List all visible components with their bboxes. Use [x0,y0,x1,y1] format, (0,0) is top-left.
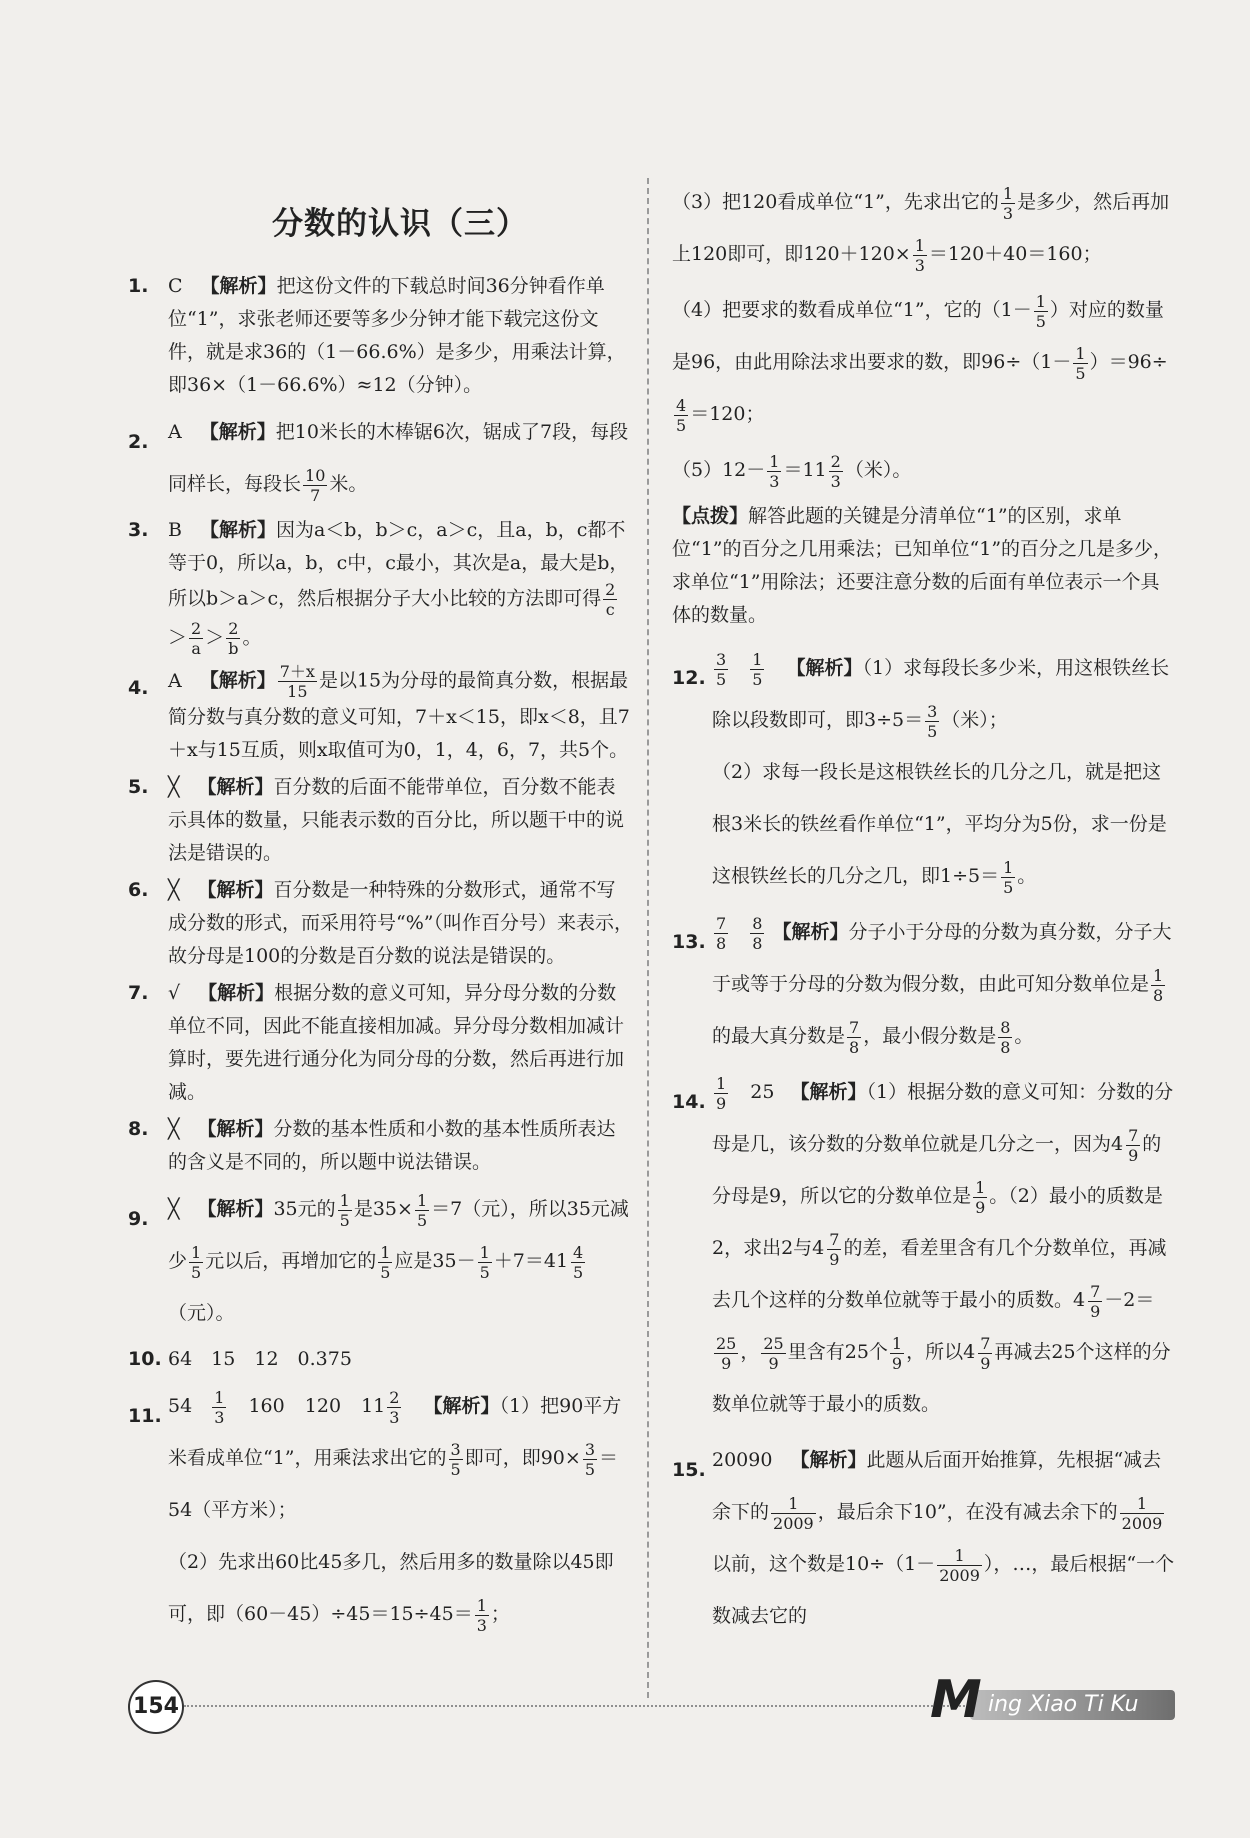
analysis-tag: 【解析】 [199,421,276,443]
item-number: 6. [128,879,149,901]
item-number: 12. [672,667,706,689]
item-number: 8. [128,1118,149,1140]
item-number: 1. [128,275,149,297]
fraction: $\frac{3}{5}$ [716,649,727,689]
analysis-text: ＝54（平方米）； [168,1447,619,1521]
analysis-text: 分子小于分母的分数为真分数，分子大于或等于分母的分数为假分数，由此可知分数单位是 [712,921,1172,995]
item-number: 13. [672,931,706,953]
fraction: $\frac{1}{5}$ [339,1190,350,1230]
analysis-text: 因为a＜b，b＞c，a＞c，且a，b，c都不等于0，所以a，b，c中，c最小，其次是a，最大是b，所以b＞a＞c，然后根据分子大小比较的方法即可得 [168,519,629,610]
fraction: $\frac{2}{a}$ [191,619,202,658]
fraction: $\frac{1}{3}$ [769,451,780,491]
fraction: $\frac{1}{5}$ [1075,343,1086,383]
fraction: $\frac{7}{8}$ [716,913,727,953]
answer-item-8 [128,1113,633,1179]
right-column [672,176,1177,1646]
fraction: $\frac{1}{3}$ [914,235,925,275]
item-number: 14. [672,1091,706,1113]
gt-sign: ＞ [168,626,188,649]
analysis-tag: 【解析】 [786,657,863,679]
answer-choice: B [168,519,182,541]
fraction: $\frac{1}{8}$ [1153,965,1164,1005]
item-number: 5. [128,776,149,798]
analysis-text: ， [740,1341,760,1363]
analysis-text: 。 [1017,865,1037,887]
answer-item-11 [128,1380,633,1640]
fraction: $\frac{1}{3}$ [476,1595,487,1635]
analysis-text: （2）求每一段长是这根铁丝长的几分之几，就是把这根3米长的铁丝看作单位“1”，平均分为5份，求一份是这根铁丝长的几分之几，即1÷5＝ [712,761,1167,887]
analysis-part-4 [672,284,1177,440]
item-number: 15. [672,1459,706,1481]
analysis-text: （1）把90平方米看成单位“1”，用乘法求出它的 [168,1395,622,1469]
fraction: $\frac{1}{9}$ [975,1177,986,1217]
gt-sign: ＞ [205,626,225,649]
tip-block [672,500,1177,632]
fraction: $\frac{25}{9}$ [763,1333,784,1373]
mixed-fraction: $\frac{7}{9}$ [980,1333,991,1373]
analysis-text: ＋7＝41 [493,1250,569,1272]
item-number: 4. [128,677,149,699]
answer-choice: A [168,421,182,443]
mixed-fraction: $\frac{7}{9}$ [1090,1281,1101,1321]
fraction: $\frac{3}{5}$ [927,701,938,741]
fraction: $\frac{1}{5}$ [1003,857,1014,897]
analysis-text: 是多少，然后再加上120即可，即120＋120× [672,191,1170,265]
fraction: $\frac{3}{5}$ [450,1439,461,1479]
answer-item-15 [672,1434,1177,1642]
answer-item-13 [672,906,1177,1062]
mixed-fraction: $\frac{4}{5}$ [573,1242,584,1282]
fraction: $\frac{8}{8}$ [752,913,763,953]
column-divider [647,178,649,1698]
fraction: $\frac{1}{2009}$ [939,1545,980,1585]
fraction: $\frac{2}{c}$ [605,580,616,619]
fraction: $\frac{1}{2009}$ [773,1493,814,1533]
item-number: 7. [128,982,149,1004]
answer-mark: ╳ [168,1118,180,1140]
analysis-text-tail: 。 [242,626,262,649]
analysis-text: ＝11 [783,459,827,481]
answer-item-10 [128,1343,633,1376]
fraction: $\frac{3}{5}$ [584,1439,596,1479]
answer-item-5 [128,771,633,870]
answer-choice: C [168,275,183,297]
fraction: $\frac{4}{5}$ [676,395,687,435]
analysis-text: ＝120； [690,403,765,425]
answer-item-1 [128,270,633,402]
analysis-tag: 【解析】 [200,275,277,297]
answer-mark: ╳ [168,879,180,901]
analysis-text: 的分母是9，所以它的分数单位是 [712,1133,1162,1207]
analysis-tag: 【解析】 [199,669,276,692]
analysis-text: 应是35－ [394,1250,476,1272]
analysis-text: （米）。 [844,459,912,481]
brand-logo [930,1670,1180,1730]
analysis-tag: 【解析】 [198,982,275,1004]
fraction: $\frac{1}{3}$ [214,1387,225,1427]
analysis-part-2 [168,1536,633,1640]
analysis-part-2 [712,746,1177,902]
analysis-text: （1）求每段长多少米，用这根铁丝长除以段数即可，即3÷5＝ [712,657,1170,731]
analysis-tag: 【解析】 [197,1118,274,1140]
tip-tag: 【点拨】 [672,505,749,527]
answer-item-12 [672,642,1177,902]
item-number: 11. [128,1405,162,1427]
analysis-tag: 【解析】 [790,1449,867,1471]
item-number: 9. [128,1208,149,1230]
analysis-text: 分数的基本性质和小数的基本性质所表达的含义是不同的，所以题中说法错误。 [168,1118,616,1173]
analysis-tag: 【解析】 [199,519,276,541]
analysis-text: 。（2）最小的质数是2，求出2与4 [712,1185,1163,1259]
fraction: $\frac{10}{7}$ [305,465,326,505]
fraction: $\frac{1}{5}$ [380,1242,391,1282]
analysis-text: 再减去25个这样的分数单位就等于最小的质数。 [712,1341,1171,1415]
analysis-tag: 【解析】 [197,1198,274,1220]
item-number: 3. [128,519,149,541]
fraction: $\frac{8}{8}$ [1000,1017,1011,1057]
analysis-text: ）＝96÷ [1089,351,1168,373]
answer-mark: √ [168,982,181,1004]
answer-values: 64 15 12 0.375 [168,1348,352,1370]
answer-choice: A [168,669,182,692]
item-number: 2. [128,431,149,453]
fraction: $\frac{2}{b}$ [228,619,239,658]
answer-value: 54 [168,1395,193,1417]
fraction: $\frac{25}{9}$ [716,1333,737,1373]
fraction: $\frac{2}{3}$ [830,451,841,491]
analysis-text: 是35× [353,1198,413,1220]
fraction: $\frac{1}{5}$ [416,1190,428,1230]
page-title: 分数的认识（三） [272,206,528,242]
analysis-text: （2）先求出60比45多几，然后用多的数量除以45即可，即（60－45）÷45＝15÷45＝ [168,1551,614,1625]
analysis-text: ，最后余下10”，在没有减去余下的 [817,1501,1118,1523]
fraction: $\frac{1}{5}$ [479,1242,490,1282]
answer-mark: ╳ [168,776,180,798]
analysis-text: 的差，看差里含有几个分数单位，再减去几个这样的分数单位就等于最小的质数。4 [712,1237,1167,1311]
answer-item-2 [128,406,633,510]
answer-value: 160 [248,1395,285,1417]
fraction: $\frac{1}{9}$ [891,1333,903,1373]
answer-item-4 [128,662,633,767]
page-number: 154 [128,1680,184,1734]
analysis-tag: 【解析】 [790,1081,867,1103]
analysis-tag: 【解析】 [772,921,849,943]
answer-item-3 [128,514,633,658]
analysis-tag: 【解析】 [423,1395,500,1417]
analysis-text: 把这份文件的下载总时间36分钟看作单位“1”，求张老师还要等多少分钟才能下载完这份文件，就是求36的（1－66.6%）是多少，用乘法计算，即36×（1－66.6%）≈12（分钟）。 [168,275,626,396]
mixed-fraction: $\frac{7}{9}$ [1128,1125,1139,1165]
analysis-text-tail: 米。 [329,473,368,495]
mixed-fraction: $\frac{7}{9}$ [829,1229,840,1269]
fraction: $\frac{1}{2009}$ [1121,1493,1163,1533]
analysis-text: （1）根据分数的意义可知：分数的分母是几，该分数的分数单位就是几分之一，因为4 [712,1081,1174,1155]
analysis-text: ）对应的数量是96，由此用除法求出要求的数，即96÷（1－ [672,299,1164,373]
analysis-text: 35元的 [273,1198,336,1220]
analysis-text: 百分数是一种特殊的分数形式，通常不写成分数的形式，而采用符号“%”（叫作百分号）来表示，故分母是100的分数是百分数的说法是错误的。 [168,879,633,967]
analysis-part-3 [672,176,1177,280]
analysis-text: ），…，最后根据“一个数减去它的 [712,1553,1175,1627]
footer-rule [184,1705,1024,1707]
answer-value: 20090 [712,1449,773,1471]
fraction: $\frac{1}{9}$ [716,1073,727,1113]
fraction: $\frac{7+x}{15}$ [279,662,315,701]
analysis-part-5 [672,444,1177,496]
analysis-text: 把10米长的木棒锯6次，锯成了7段，每段同样长，每段长 [168,421,629,495]
analysis-text: ，最小假分数是 [863,1025,997,1047]
analysis-text: 根据分数的意义可知，异分母分数的分数单位不同，因此不能直接相加减。异分母分数相加减计算时，要先进行通分化为同分母的分数，然后再进行加减。 [168,982,625,1103]
fraction: $\frac{7}{8}$ [849,1017,860,1057]
answer-item-14 [672,1066,1177,1430]
tip-text: 解答此题的关键是分清单位“1”的区别，求单位“1”的百分之几用乘法；已知单位“1”的百分之几是多少，求单位“1”用除法；还要注意分数的后面有单位表示一个具体的数量。 [672,505,1173,626]
answer-value: 11 [361,1395,386,1417]
analysis-text: ，所以4 [906,1341,976,1363]
answer-item-9 [128,1183,633,1339]
analysis-text: （5）12－ [672,459,766,481]
item-number: 10. [128,1348,162,1370]
analysis-tag: 【解析】 [197,879,274,901]
fraction: $\frac{1}{5}$ [752,649,763,689]
analysis-text: ＝120＋40＝160； [928,243,1102,265]
fraction: $\frac{2}{3}$ [389,1387,400,1427]
brand-text: ing Xiao Ti Ku [988,1692,1139,1717]
analysis-text: ； [490,1603,510,1625]
answer-item-7 [128,977,633,1109]
analysis-text: （4）把要求的数看成单位“1”，它的（1－ [672,299,1032,321]
analysis-text: 。 [1014,1025,1034,1047]
analysis-text: 元以后，再增加它的 [205,1250,377,1272]
left-column [128,270,633,1644]
fraction: $\frac{1}{5}$ [1035,291,1046,331]
analysis-text: 的最大真分数是 [712,1025,846,1047]
analysis-text: ＝7（元），所以35元减少 [168,1198,629,1272]
analysis-text: 此题从后面开始推算，先根据“减去余下的 [712,1449,1162,1523]
brand-initial: M [930,1670,982,1730]
answer-value: 25 [750,1081,775,1103]
analysis-text: 百分数的后面不能带单位，百分数不能表示具体的数量，只能表示数的百分比，所以题干中的说法是错误的。 [168,776,625,864]
fraction: $\frac{1}{3}$ [1002,183,1014,223]
analysis-text: （3）把120看成单位“1”，先求出它的 [672,191,999,213]
analysis-text: （元）。 [168,1302,235,1324]
analysis-text: 即可，即90× [464,1447,581,1469]
analysis-text: 以前，这个数是10÷（1－ [712,1553,936,1575]
analysis-tag: 【解析】 [197,776,274,798]
answer-item-6 [128,874,633,973]
analysis-text: （米）； [941,709,1008,731]
answer-mark: ╳ [168,1198,180,1220]
analysis-text: 里含有25个 [787,1341,888,1363]
analysis-text: 是以15为分母的最简真分数，根据最简分数与真分数的意义可知，7＋x＜15，即x＜8，且7＋x与15互质，则x取值可为0，1，4，6，7，共5个。 [168,669,630,761]
answer-value: 120 [304,1395,342,1417]
fraction: $\frac{1}{5}$ [191,1242,202,1282]
analysis-text: －2＝ [1104,1289,1155,1311]
